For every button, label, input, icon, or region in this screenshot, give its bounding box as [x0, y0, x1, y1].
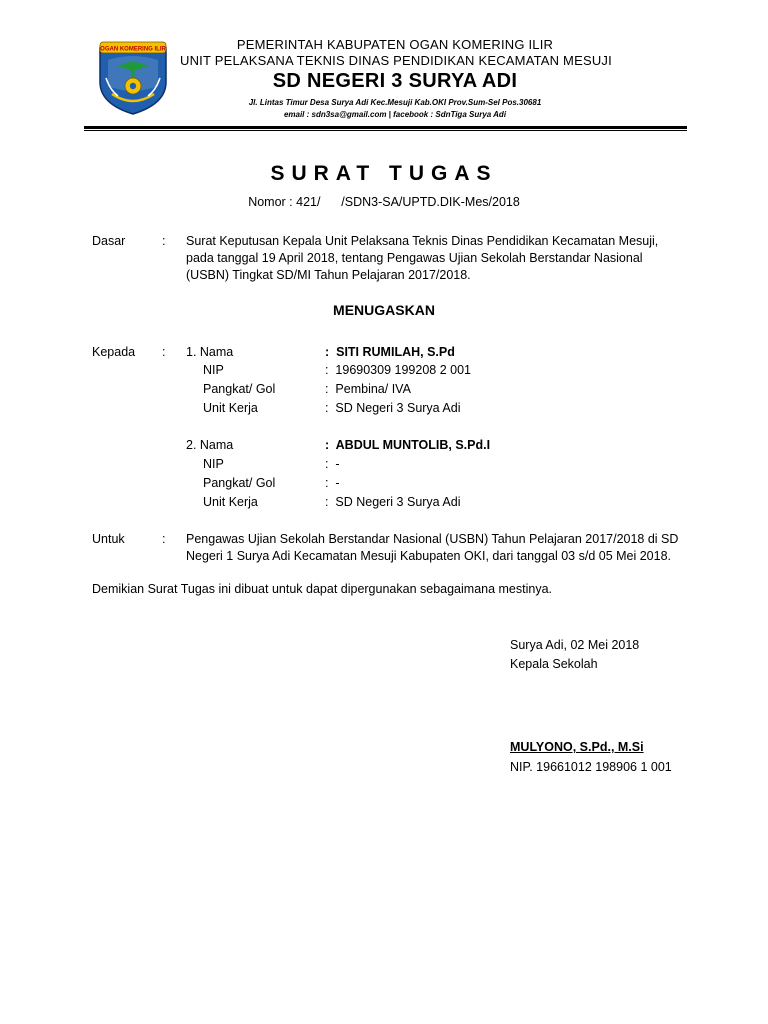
- person-1-name: : SITI RUMILAH, S.Pd: [325, 345, 455, 359]
- letterhead-government-line: PEMERINTAH KABUPATEN OGAN KOMERING ILIR: [236, 37, 554, 52]
- menugaskan-heading: MENUGASKAN: [333, 302, 435, 318]
- letterhead-address: Jl. Lintas Timur Desa Surya Adi Kec.Mesuji Kab.OKI Prov.Sum-Sel Pos.30681: [248, 98, 542, 107]
- crest-text: OGAN KOMERING ILIR: [100, 46, 166, 53]
- letter-title: SURAT TUGAS: [270, 162, 498, 185]
- ogan-komering-ilir-crest-icon: [96, 38, 170, 116]
- person-2-rank-label: Pangkat/ Gol: [203, 476, 276, 490]
- letterhead-school-name: SD NEGERI 3 SURYA ADI: [272, 70, 518, 92]
- person-2-nip: : -: [325, 457, 340, 471]
- letterhead-divider-thick: [84, 126, 687, 129]
- person-2-name-label: 2. Nama: [186, 438, 234, 452]
- dasar-text-line: pada tanggal 19 April 2018, tentang Pengawas Ujian Sekolah Berstandar Nasional: [186, 251, 643, 265]
- kepada-colon: :: [162, 345, 166, 359]
- letterhead-divider-thin: [84, 130, 687, 131]
- person-1-rank-label: Pangkat/ Gol: [203, 382, 276, 396]
- person-2-unit: : SD Negeri 3 Surya Adi: [325, 495, 461, 509]
- person-2-rank: : -: [325, 476, 340, 490]
- person-1-unit-label: Unit Kerja: [203, 401, 258, 415]
- kepada-label: Kepada: [92, 345, 136, 359]
- letterhead-unit-line: UNIT PELAKSANA TEKNIS DINAS PENDIDIKAN KECAMATAN MESUJI: [180, 53, 612, 68]
- person-1-nip-label: NIP: [203, 363, 224, 377]
- person-1-unit: : SD Negeri 3 Surya Adi: [325, 401, 461, 415]
- signer-position: Kepala Sekolah: [510, 657, 598, 671]
- untuk-colon: :: [162, 532, 166, 546]
- person-2-name: : ABDUL MUNTOLIB, S.Pd.I: [325, 438, 491, 452]
- untuk-text-line: Pengawas Ujian Sekolah Berstandar Nasional (USBN) Tahun Pelajaran 2017/2018 di SD: [186, 532, 679, 546]
- letter-number: Nomor : 421/ /SDN3-SA/UPTD.DIK-Mes/2018: [248, 195, 520, 209]
- dasar-colon: :: [162, 234, 166, 248]
- person-2-unit-label: Unit Kerja: [203, 495, 258, 509]
- person-2-nip-label: NIP: [203, 457, 224, 471]
- dasar-label: Dasar: [92, 234, 126, 248]
- dasar-text-line: (USBN) Tingkat SD/MI Tahun Pelajaran 2017/2018.: [186, 268, 471, 282]
- signer-name: MULYONO, S.Pd., M.Si: [510, 740, 644, 754]
- untuk-text-line: Negeri 1 Surya Adi Kecamatan Mesuji Kabupaten OKI, dari tanggal 03 s/d 05 Mei 2018.: [186, 549, 672, 563]
- person-1-nip: : 19690309 199208 2 001: [325, 363, 471, 377]
- person-1-rank: : Pembina/ IVA: [325, 382, 411, 396]
- person-1-name-label: 1. Nama: [186, 345, 234, 359]
- closing-statement: Demikian Surat Tugas ini dibuat untuk dapat dipergunakan sebagaimana mestinya.: [92, 582, 553, 596]
- untuk-label: Untuk: [92, 532, 125, 546]
- place-date: Surya Adi, 02 Mei 2018: [510, 638, 640, 652]
- letterhead-contact: email : sdn3sa@gmail.com | facebook : SdnTiga Surya Adi: [283, 110, 507, 119]
- signer-nip: NIP. 19661012 198906 1 001: [510, 760, 672, 774]
- dasar-text-line: Surat Keputusan Kepala Unit Pelaksana Teknis Dinas Pendidikan Kecamatan Mesuji,: [186, 234, 659, 248]
